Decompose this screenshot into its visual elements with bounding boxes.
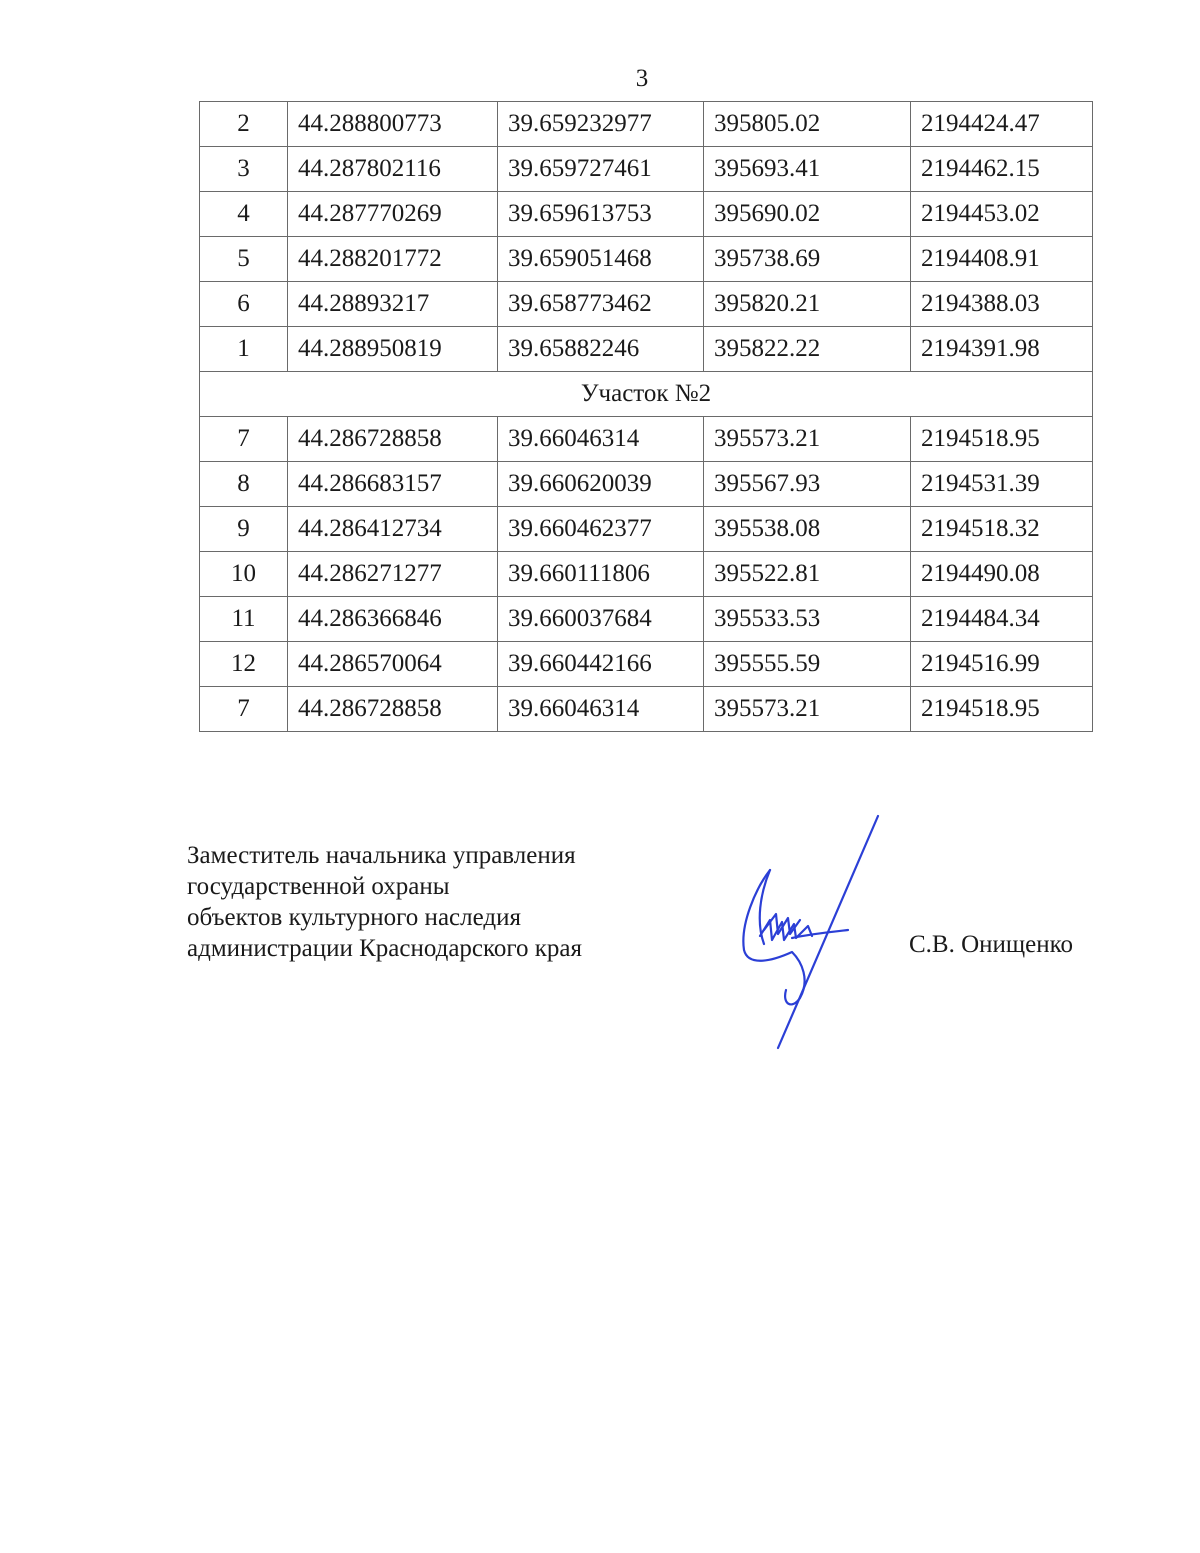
cell-x-coordinate: 395738.69 (704, 237, 911, 282)
handwritten-signature (730, 812, 890, 1057)
cell-longitude: 39.659727461 (498, 147, 704, 192)
table-row (200, 597, 1093, 642)
cell-longitude: 39.65882246 (498, 327, 704, 372)
section-title: Участок №2 (200, 372, 1093, 417)
table-row (200, 327, 1093, 372)
table-row (200, 642, 1093, 687)
cell-x-coordinate: 395567.93 (704, 462, 911, 507)
cell-y-coordinate: 2194408.91 (911, 237, 1093, 282)
cell-x-coordinate: 395573.21 (704, 687, 911, 732)
cell-y-coordinate: 2194518.32 (911, 507, 1093, 552)
cell-point-number: 9 (200, 507, 288, 552)
cell-point-number: 8 (200, 462, 288, 507)
position-line: государственной охраны (187, 873, 450, 900)
cell-longitude: 39.659051468 (498, 237, 704, 282)
page-number: 3 (635, 65, 649, 92)
table-row (200, 237, 1093, 282)
cell-point-number: 4 (200, 192, 288, 237)
cell-point-number: 1 (200, 327, 288, 372)
table-row (200, 462, 1093, 507)
cell-x-coordinate: 395533.53 (704, 597, 911, 642)
cell-longitude: 39.659613753 (498, 192, 704, 237)
cell-y-coordinate: 2194424.47 (911, 102, 1093, 147)
cell-longitude: 39.658773462 (498, 282, 704, 327)
cell-x-coordinate: 395690.02 (704, 192, 911, 237)
table-row (200, 417, 1093, 462)
cell-latitude: 44.288201772 (288, 237, 498, 282)
cell-latitude: 44.286728858 (288, 687, 498, 732)
cell-latitude: 44.286412734 (288, 507, 498, 552)
table-body-part2 (200, 417, 1093, 732)
cell-longitude: 39.660442166 (498, 642, 704, 687)
cell-latitude: 44.287770269 (288, 192, 498, 237)
cell-x-coordinate: 395555.59 (704, 642, 911, 687)
table-row (200, 552, 1093, 597)
cell-longitude: 39.660037684 (498, 597, 704, 642)
cell-latitude: 44.286366846 (288, 597, 498, 642)
cell-point-number: 11 (200, 597, 288, 642)
cell-y-coordinate: 2194518.95 (911, 687, 1093, 732)
position-line: администрации Краснодарского края (187, 935, 583, 962)
cell-point-number: 5 (200, 237, 288, 282)
section-row (200, 372, 1093, 417)
cell-latitude: 44.286570064 (288, 642, 498, 687)
cell-longitude: 39.660462377 (498, 507, 704, 552)
table-body-part1 (200, 102, 1093, 372)
cell-latitude: 44.28893217 (288, 282, 498, 327)
cell-x-coordinate: 395538.08 (704, 507, 911, 552)
cell-longitude: 39.660111806 (498, 552, 704, 597)
cell-x-coordinate: 395822.22 (704, 327, 911, 372)
position-line: Заместитель начальника управления (187, 842, 576, 869)
cell-latitude: 44.287802116 (288, 147, 498, 192)
cell-y-coordinate: 2194518.95 (911, 417, 1093, 462)
table-row (200, 282, 1093, 327)
cell-y-coordinate: 2194391.98 (911, 327, 1093, 372)
cell-y-coordinate: 2194531.39 (911, 462, 1093, 507)
cell-latitude: 44.286728858 (288, 417, 498, 462)
cell-point-number: 7 (200, 417, 288, 462)
signatory-position (187, 840, 582, 964)
cell-x-coordinate: 395693.41 (704, 147, 911, 192)
table-row (200, 507, 1093, 552)
cell-y-coordinate: 2194388.03 (911, 282, 1093, 327)
cell-point-number: 10 (200, 552, 288, 597)
cell-latitude: 44.286683157 (288, 462, 498, 507)
cell-y-coordinate: 2194462.15 (911, 147, 1093, 192)
table-section-header (200, 372, 1093, 417)
table-row (200, 687, 1093, 732)
position-line: объектов культурного наследия (187, 904, 521, 931)
cell-longitude: 39.660620039 (498, 462, 704, 507)
signer-name: С.В. Онищенко (909, 931, 1074, 958)
cell-point-number: 6 (200, 282, 288, 327)
coordinates-table (199, 101, 1093, 732)
cell-x-coordinate: 395820.21 (704, 282, 911, 327)
cell-y-coordinate: 2194453.02 (911, 192, 1093, 237)
cell-point-number: 12 (200, 642, 288, 687)
cell-latitude: 44.286271277 (288, 552, 498, 597)
cell-latitude: 44.288800773 (288, 102, 498, 147)
cell-point-number: 3 (200, 147, 288, 192)
table-row (200, 147, 1093, 192)
cell-point-number: 2 (200, 102, 288, 147)
table-row (200, 192, 1093, 237)
table-row (200, 102, 1093, 147)
cell-longitude: 39.66046314 (498, 687, 704, 732)
cell-x-coordinate: 395805.02 (704, 102, 911, 147)
cell-longitude: 39.659232977 (498, 102, 704, 147)
cell-x-coordinate: 395522.81 (704, 552, 911, 597)
cell-y-coordinate: 2194484.34 (911, 597, 1093, 642)
cell-longitude: 39.66046314 (498, 417, 704, 462)
cell-point-number: 7 (200, 687, 288, 732)
cell-y-coordinate: 2194516.99 (911, 642, 1093, 687)
cell-latitude: 44.288950819 (288, 327, 498, 372)
cell-x-coordinate: 395573.21 (704, 417, 911, 462)
cell-y-coordinate: 2194490.08 (911, 552, 1093, 597)
